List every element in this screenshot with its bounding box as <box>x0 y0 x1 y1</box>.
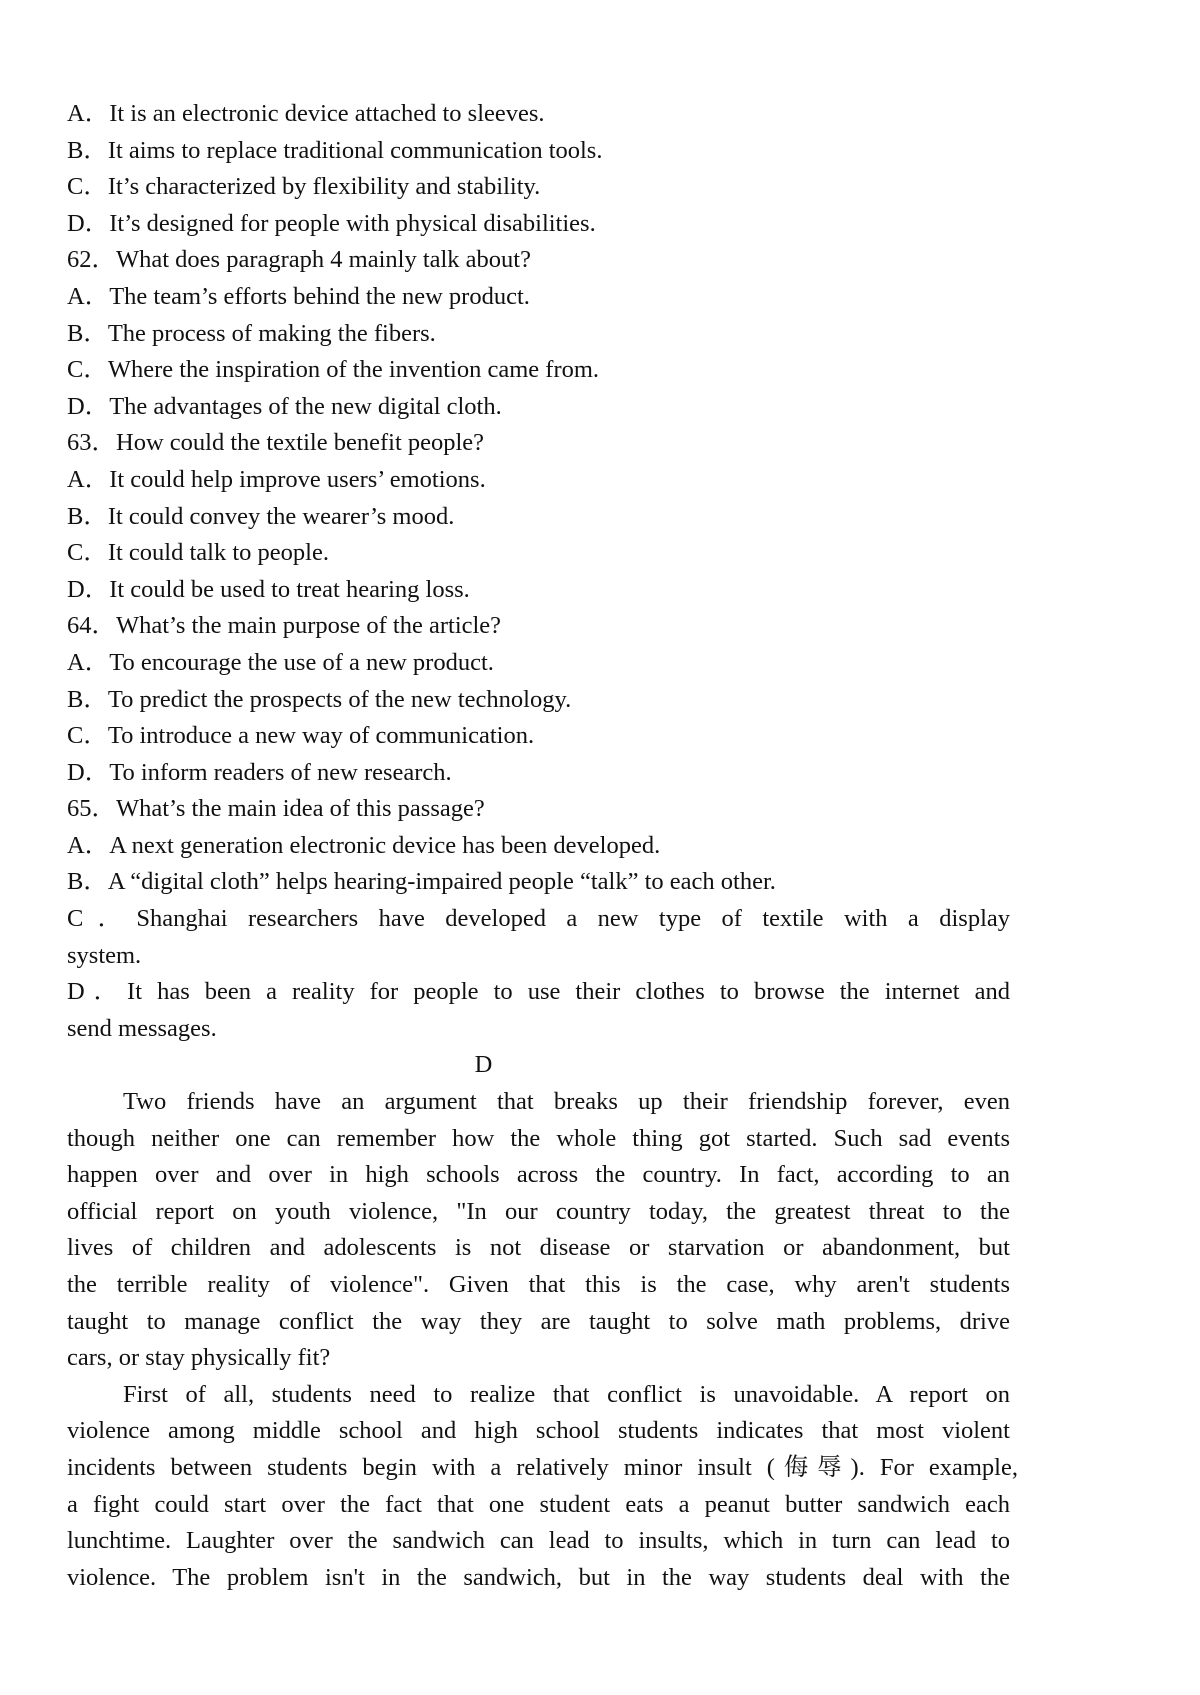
option-a: A．To encourage the use of a new product. <box>67 648 494 676</box>
option-c-line-1: C．Shanghai researchers have developed a new type of textile with a display <box>67 905 1010 933</box>
paragraph-line: lives of children and adolescents is not disease or starvation or abandonment, but <box>67 1234 1010 1262</box>
passage-paragraph-2 <box>67 1377 1018 1597</box>
question-stem: 65．What’s the main idea of this passage? <box>67 795 485 823</box>
option-a: A．The team’s efforts behind the new product. <box>67 282 530 310</box>
option-d: D．The advantages of the new digital cloth. <box>67 392 502 420</box>
option-b: B．It could convey the wearer’s mood. <box>67 502 455 530</box>
section-title: D <box>474 1051 493 1079</box>
option-c: C．Where the inspiration of the invention came from. <box>67 356 600 384</box>
option-a: A．It is an electronic device attached to sleeves. <box>67 100 545 127</box>
paragraph-line: incidents between students begin with a relatively minor insult (侮辱). For example, <box>67 1453 1018 1481</box>
option-d: D．It’s designed for people with physical disabilities. <box>67 209 596 237</box>
option-c: C．It could talk to people. <box>67 539 329 567</box>
paragraph-line: lunchtime. Laughter over the sandwich can lead to insults, which in turn can lead to <box>67 1527 1010 1555</box>
question-63 <box>67 425 1010 608</box>
option-a: A．A next generation electronic device has been developed. <box>67 831 661 859</box>
option-b: B．To predict the prospects of the new technology. <box>67 685 572 713</box>
paragraph-line: violence. The problem isn't in the sandwich, but in the way students deal with the <box>67 1563 1010 1591</box>
question-65 <box>67 791 1010 1047</box>
option-d: D．It could be used to treat hearing loss. <box>67 575 470 603</box>
paragraph-line: cars, or stay physically fit? <box>67 1344 331 1372</box>
option-d-line-2: send messages. <box>67 1014 217 1042</box>
paragraph-line: though neither one can remember how the whole thing got started. Such sad events <box>67 1124 1010 1152</box>
paragraph-line: happen over and over in high schools across the country. In fact, according to an <box>67 1161 1010 1189</box>
option-c-line-2: system. <box>67 941 142 969</box>
option-b: B．The process of making the fibers. <box>67 319 436 347</box>
option-c: C．It’s characterized by flexibility and stability. <box>67 173 541 201</box>
question-stem: 64．What’s the main purpose of the article? <box>67 612 502 640</box>
option-d: D．To inform readers of new research. <box>67 758 452 786</box>
question-61-options <box>67 96 1010 242</box>
paragraph-line: First of all, students need to realize that conflict is unavoidable. A report on <box>123 1380 1010 1408</box>
option-b: B．A “digital cloth” helps hearing-impaired people “talk” to each other. <box>67 868 776 896</box>
option-c: C．To introduce a new way of communication. <box>67 722 535 750</box>
question-stem: 63．How could the textile benefit people? <box>67 429 485 457</box>
paragraph-line: the terrible reality of violence". Given that this is the case, why aren't students <box>67 1271 1010 1298</box>
question-64 <box>67 608 1010 791</box>
paragraph-line: violence among middle school and high school students indicates that most violent <box>67 1417 1010 1445</box>
question-stem: 62．What does paragraph 4 mainly talk about? <box>67 246 531 274</box>
paragraph-line: official report on youth violence, "In our country today, the greatest threat to the <box>67 1197 1010 1225</box>
paragraph-line: Two friends have an argument that breaks up their friendship forever, even <box>123 1088 1010 1116</box>
option-a: A．It could help improve users’ emotions. <box>67 465 486 493</box>
option-d-line-1: D．It has been a reality for people to use their clothes to browse the internet and <box>67 978 1010 1006</box>
passage-paragraph-1 <box>67 1084 1010 1377</box>
paragraph-line: taught to manage conflict the way they are taught to solve math problems, drive <box>67 1307 1010 1335</box>
question-62 <box>67 242 1010 425</box>
paragraph-line: a fight could start over the fact that one student eats a peanut butter sandwich each <box>67 1490 1010 1518</box>
option-b: B．It aims to replace traditional communication tools. <box>67 136 603 164</box>
